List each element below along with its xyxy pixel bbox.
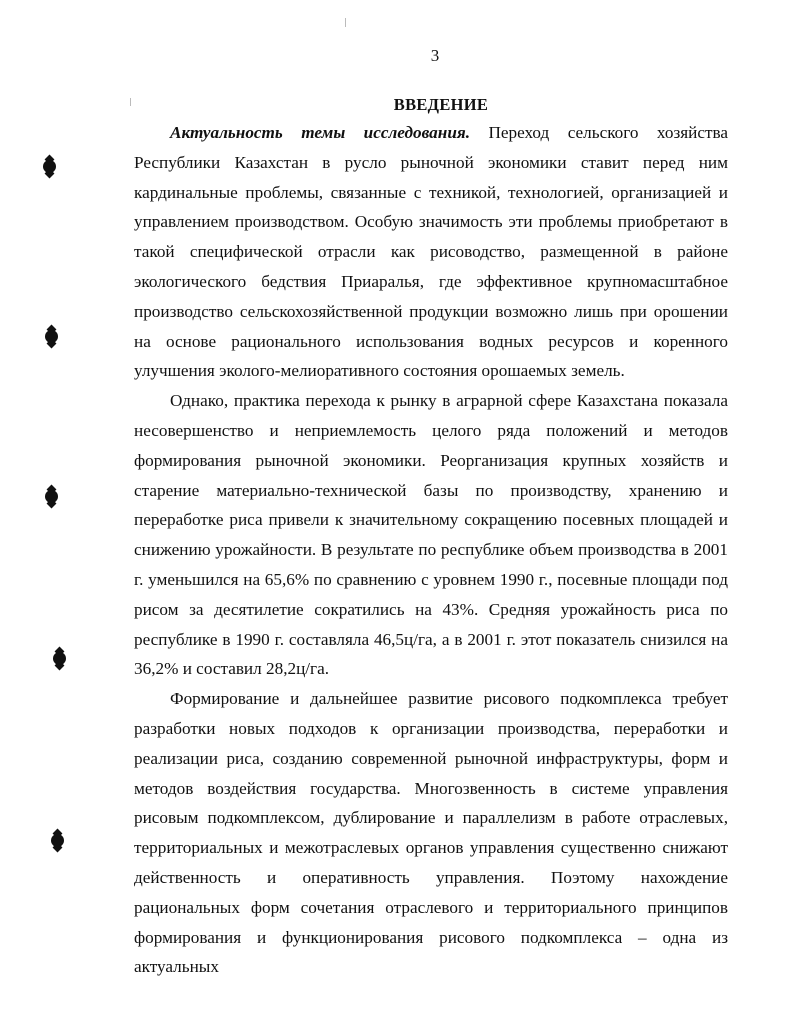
page-number: 3 — [430, 46, 440, 65]
paragraph-text: Однако, практика перехода к рынку в аграрной сфере Казахстана показала несовершенство и неприемлемость целого ряда положений и методов формирования рыночной экономики. Реорганизация крупных хозяйств и старение материально-технической базы по производству, хранению и переработке риса привели к значительному сокращению посевных площадей и снижению урожайности. В результате по республике объем производства в 2001 г. уменьшился на 65,6% по сравнению с уровнем 1990 г., посевные площади под рисом за десятилетие сократились на 43%. Средняя урожайность риса по республике в 1990 г. составляла 46,5ц/га, а в 2001 г. этот показатель снизился на 36,2% и составил 28,2ц/га. — [134, 391, 728, 679]
binding-hole-mark-icon — [45, 330, 58, 343]
binding-hole-mark-icon — [51, 834, 64, 847]
binding-hole-mark-icon — [45, 490, 58, 503]
body-text — [134, 118, 728, 982]
paragraph-2 — [134, 386, 728, 684]
scan-tick-top — [345, 18, 346, 27]
binding-hole-mark-icon — [43, 160, 56, 173]
paragraph-3 — [134, 684, 728, 982]
section-title: ВВЕДЕНИЕ — [393, 95, 489, 114]
paragraph-text: Формирование и дальнейшее развитие рисового подкомплекса требует разработки новых подходов к организации производства, переработки и реализации риса, созданию современной рыночной инфраструктуры, форм и методов воздействия государства. Многозвенность в системе управления рисовым подкомплексом, дублирование и параллелизм в работе отраслевых, территориальных и межотраслевых органов управления существенно снижают действенность и оперативность управления. Поэтому нахождение рациональных форм сочетания отраслевого и территориального принципов формирования и функционирования рисового подкомплекса – одна из актуальных — [134, 689, 728, 977]
paragraph-text: Переход сельского хозяйства Республики Казахстан в русло рыночной экономики ставит перед ним кардинальные проблемы, связанные с техникой, технологией, организацией и управлением производством. Особую значимость эти проблемы приобретают в такой специфической отрасли как рисоводство, размещенной в районе экологического бедствия Приаралья, где эффективное крупномасштабное производство сельскохозяйственной продукции возможно лишь при орошении на основе рационального использования водных ресурсов и коренного улучшения эколого-мелиоративного состояния орошаемых земель. — [134, 123, 728, 381]
binding-hole-mark-icon — [53, 652, 66, 665]
paragraph-lead: Актуальность темы исследования. — [170, 123, 471, 142]
paragraph-1 — [134, 118, 728, 386]
